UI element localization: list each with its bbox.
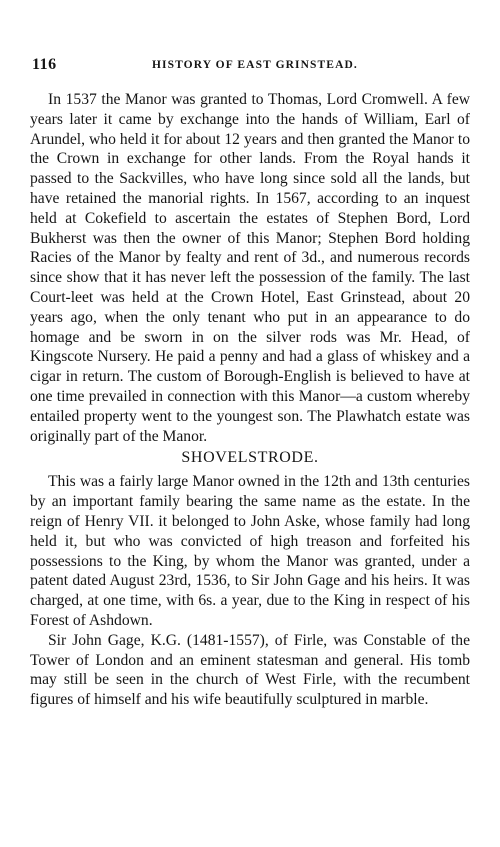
section-heading: SHOVELSTRODE. (181, 449, 319, 467)
body-text (30, 90, 470, 710)
running-head (32, 56, 470, 78)
paragraph-shovelstrode: This was a fairly large Manor owned in the 12th and 13th centuries by an important family bearing the same name as the estate. In the reign of Henry VII. it belonged to John Aske, whose family had long held it, but who was convicted of high treason and forfeited his possessions to the King, by whom the Manor was granted, under a patent dated August 23rd, 1536, to Sir John Gage and his heirs. It was charged, at one time, with 6s. a year, due to the King in respect of his Forest of Ashdown. (30, 473, 470, 629)
page-number: 116 (32, 56, 57, 73)
running-title: HISTORY OF EAST GRINSTEAD. (152, 59, 358, 71)
paragraph-manor-history: In 1537 the Manor was granted to Thomas, Lord Cromwell. A few years later it came by exchange into the hands of William, Earl of Arundel, who held it for about 12 years and then granted the Manor to the Crown in exchange for other lands. From the Royal hands it passed to the Sackvilles, who have long since sold all the lands, but have retained the manorial rights. In 1567, according to an inquest held at Cokefield to ascertain the estates of Stephen Bord, Lord Bukherst was then the owner of this Manor; Stephen Bord holding Racies of the Manor by fealty and rent of 3d., and numerous records since show that it has never left the possession of the family. The last Court-leet was held at the Crown Hotel, East Grinstead, about 20 years ago, when the only tenant who put in an appearance to do homage and be sworn in on the silver rods was Mr. Head, of Kingscote Nursery. He paid a penny and had a glass of whiskey and a cigar in return. The custom of Borough-English is believed to have at one time prevailed in connection with this Manor—a custom whereby entailed property went to the youngest son. The Plawhatch estate was originally part of the Manor. (30, 91, 470, 445)
paragraph-john-gage: Sir John Gage, K.G. (1481-1557), of Firle, was Constable of the Tower of London and an eminent statesman and general. His tomb may still be seen in the church of West Firle, with the recumbent figures of himself and his wife beautifully sculptured in marble. (30, 631, 470, 709)
